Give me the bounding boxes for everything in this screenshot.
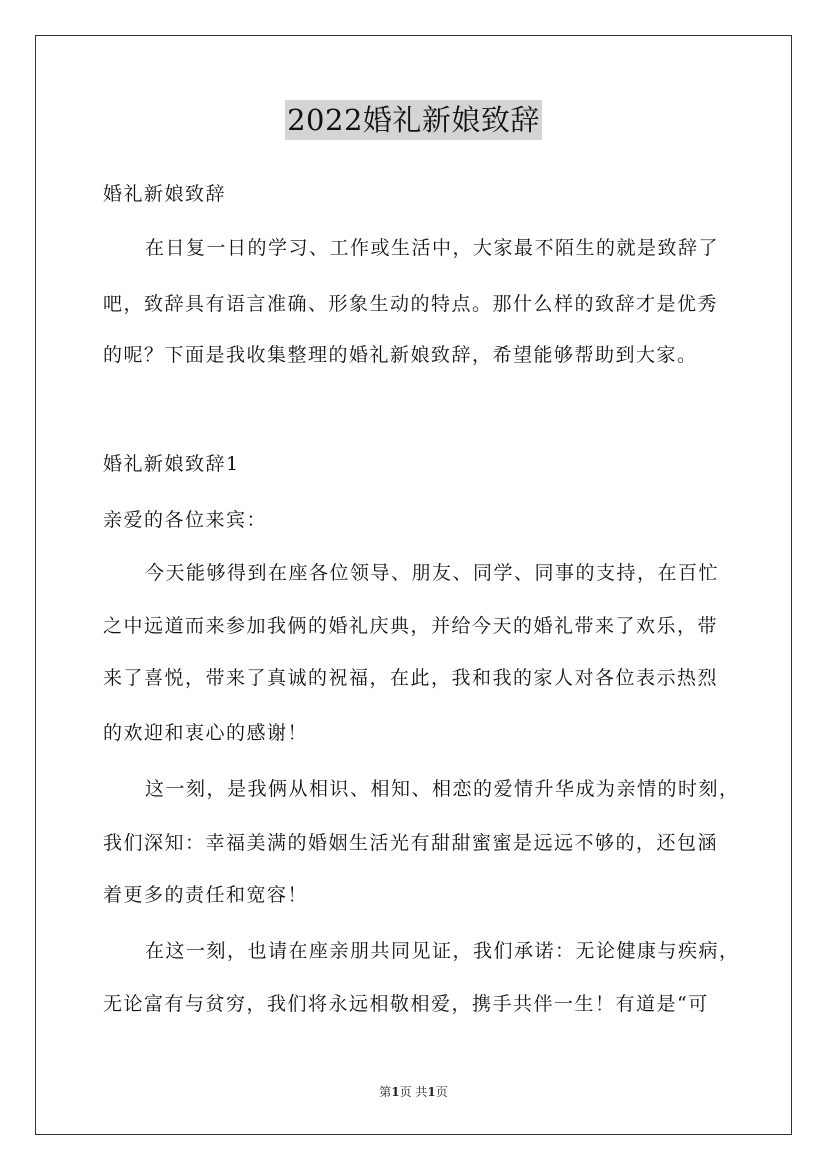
paragraph-line: 在这一刻，也请在座亲朋共同见证，我们承诺：无论健康与疾病，: [145, 940, 740, 962]
salutation: 亲爱的各位来宾：: [103, 509, 268, 531]
page-footer: [0, 1083, 827, 1100]
paragraph-line: 之中远道而来参加我俩的婚礼庆典，并给今天的婚礼带来了欢乐，带: [103, 615, 719, 637]
paragraph-line: 着更多的责任和宽容！: [103, 884, 309, 906]
title-container: [0, 100, 827, 140]
document-title: 2022婚礼新娘致辞: [285, 100, 542, 140]
paragraph-line: 今天能够得到在座各位领导、朋友、同学、同事的支持，在百忙: [145, 562, 720, 584]
page-suffix: 页: [435, 1085, 448, 1099]
paragraph-line: 这一刻，是我俩从相识、相知、相恋的爱情升华成为亲情的时刻，: [145, 778, 740, 800]
paragraph-line: 我们深知：幸福美满的婚姻生活光有甜甜蜜蜜是远远不够的，还包涵: [103, 832, 719, 854]
current-page-number: 1: [391, 1085, 400, 1099]
section-heading: 婚礼新娘致辞1: [103, 453, 240, 475]
intro-line: 吧，致辞具有语言准确、形象生动的特点。那什么样的致辞才是优秀: [103, 293, 719, 315]
total-page-number: 1: [427, 1085, 436, 1099]
page-prefix: 第: [379, 1085, 392, 1099]
paragraph-line: 无论富有与贫穷，我们将永远相敬相爱，携手共伴一生！有道是“可: [103, 993, 709, 1015]
paragraph-line: 来了喜悦，带来了真诚的祝福，在此，我和我的家人对各位表示热烈: [103, 667, 719, 689]
paragraph-line: 的欢迎和衷心的感谢！: [103, 722, 309, 744]
document-subtitle: 婚礼新娘致辞: [103, 183, 227, 205]
intro-line: 在日复一日的学习、工作或生活中，大家最不陌生的就是致辞了: [145, 237, 720, 259]
page-mid: 页 共: [399, 1085, 428, 1099]
intro-line: 的呢？下面是我收集整理的婚礼新娘致辞，希望能够帮助到大家。: [103, 344, 698, 366]
